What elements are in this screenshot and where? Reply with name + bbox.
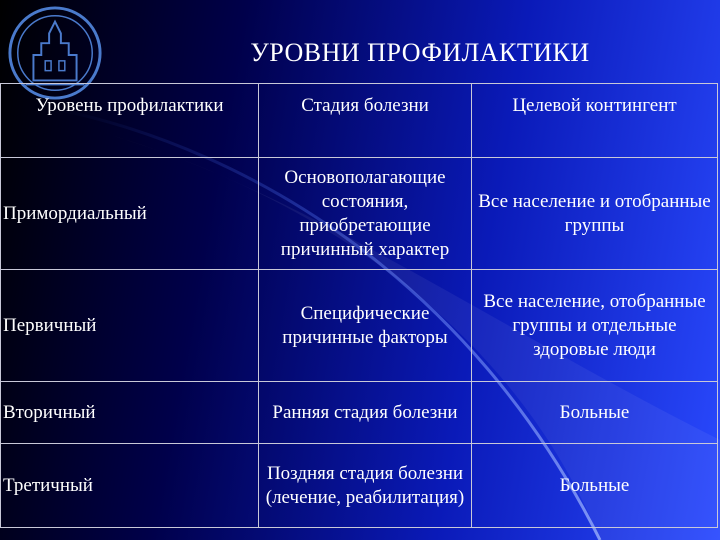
table-row (1, 382, 718, 444)
cell-stage: Основополагающие состояния, приобретающие причинный характер (259, 158, 472, 270)
header-level: Уровень профилактики (1, 84, 259, 158)
table-row (1, 444, 718, 528)
header-stage: Стадия болезни (259, 84, 472, 158)
cell-target-group: Все население и отобранные группы (472, 158, 718, 270)
slide-title: УРОВНИ ПРОФИЛАКТИКИ (250, 38, 590, 67)
cell-level: Третичный (1, 444, 259, 528)
cell-stage: Поздняя стадия болезни (лечение, реабилитация) (259, 444, 472, 528)
table-row (1, 158, 718, 270)
cell-level: Первичный (1, 270, 259, 382)
table-row (1, 270, 718, 382)
table-header-row (1, 84, 718, 158)
cell-level: Примордиальный (1, 158, 259, 270)
cell-stage: Ранняя стадия болезни (259, 382, 472, 444)
cell-target-group: Все население, отобранные группы и отдельные здоровые люди (472, 270, 718, 382)
cell-target-group: Больные (472, 382, 718, 444)
cell-stage: Специфические причинные факторы (259, 270, 472, 382)
header-target-group: Целевой контингент (472, 84, 718, 158)
prevention-levels-table (0, 83, 718, 528)
cell-level: Вторичный (1, 382, 259, 444)
cell-target-group: Больные (472, 444, 718, 528)
